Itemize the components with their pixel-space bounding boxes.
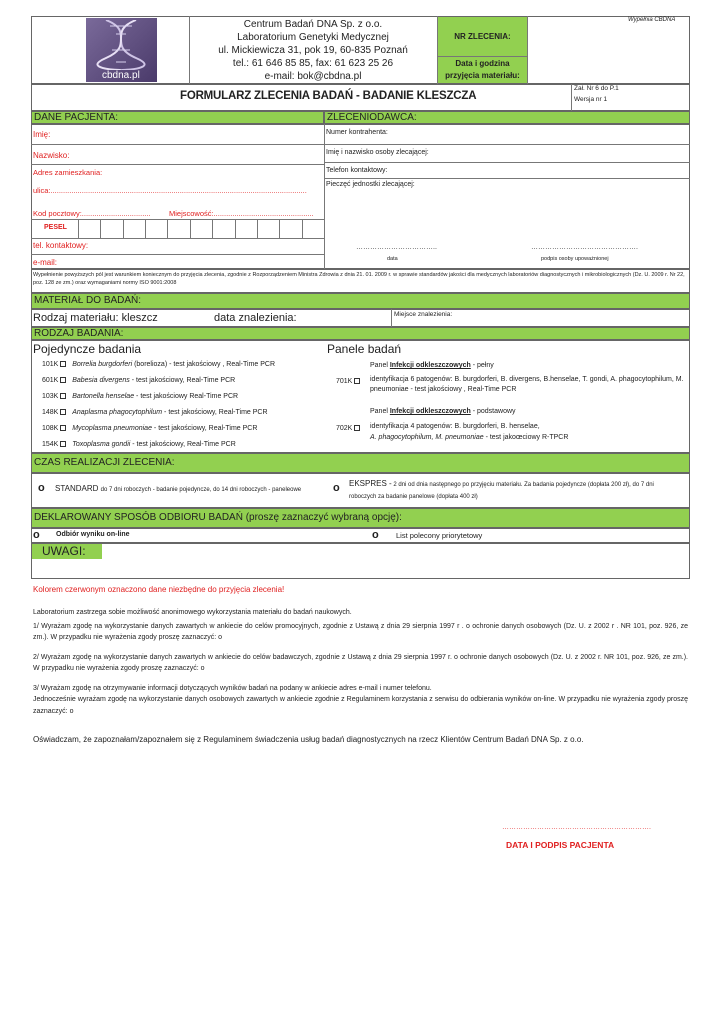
imie-field[interactable] xyxy=(60,127,322,141)
panel-tests-title: Panele badań xyxy=(327,342,402,356)
signature-label: DATA I PODPIS PACJENTA xyxy=(506,840,615,850)
imie-label: Imię: xyxy=(33,130,51,139)
data-caption: data xyxy=(387,256,398,262)
nr-zlecenia-label: NR ZLECENIA: xyxy=(438,17,527,56)
pesel-digit[interactable] xyxy=(235,219,257,238)
data-znalezienia-field[interactable] xyxy=(300,311,388,325)
uwagi-field[interactable] xyxy=(104,545,688,577)
lab-line: Laboratorium Genetyki Medycznej xyxy=(237,32,389,43)
tel-field[interactable] xyxy=(92,240,322,252)
signature-dots: ………………………………………………………. xyxy=(502,824,651,831)
pieczec-field[interactable] xyxy=(326,190,688,238)
panel-701k-code[interactable]: 701K xyxy=(336,378,360,385)
test-row[interactable]: 108K Mycoplasma pneumoniae - test jakościowy, Real-Time PCR xyxy=(42,425,258,432)
podpis-caption: podpis osoby upoważnionej xyxy=(541,256,609,262)
material-section-header: MATERIAŁ DO BADAŃ: xyxy=(31,293,690,309)
data-przyjecia-label: Data i godzina przyjęcia materiału: xyxy=(438,57,527,83)
wypelnia-label: Wypełnia CBDNA xyxy=(628,17,676,23)
orderer-section-header: ZLECENIODAWCA: xyxy=(324,111,690,124)
form-title: FORMULARZ ZLECENIA BADAŃ - BADANIE KLESZCZA xyxy=(180,90,477,102)
pesel-digit[interactable] xyxy=(279,219,301,238)
oswiadczenie: Oświadczam, że zapoznałam/zapoznałem się z Regulaminem świadczenia usług badań diagnostycznych na rzecz Klientów Centrum Badań DNA Sp. z o.o. xyxy=(33,735,584,744)
zal-label: Zał. Nr 6 do P.1 xyxy=(574,85,619,92)
uwagi-label: UWAGI: xyxy=(32,544,102,559)
test-row[interactable]: 154K Toxoplasma gondii - test jakościowy, Real-Time PCR xyxy=(42,441,236,448)
patient-section-header: DANE PACJENTA: xyxy=(31,111,324,124)
adres-label: Adres zamieszkania: xyxy=(33,168,103,177)
kod-label: Kod pocztowy:................................. xyxy=(33,209,151,218)
delivery-section-header: DEKLAROWANY SPOSÓB ODBIORU BADAŃ (proszę zaznaczyć wybraną opcję): xyxy=(31,508,690,528)
test-row[interactable]: 103K Bartonella henselae - test jakościowy Real-Time PCR xyxy=(42,393,239,400)
telefon-kontaktowy-label: Telefon kontaktowy: xyxy=(326,167,388,174)
pesel-digit[interactable] xyxy=(123,219,145,238)
checkbox[interactable] xyxy=(60,393,66,399)
rodzaj-materialu-label: Rodzaj materiału: kleszcz xyxy=(33,312,158,324)
test-row[interactable]: 101K Borrelia burgdorferi (borelioza) - test jakościowy , Real-Time PCR xyxy=(42,361,276,368)
lab-line: tel.: 61 646 85 85, fax: 61 623 25 26 xyxy=(232,58,394,69)
pesel-digit[interactable] xyxy=(100,219,122,238)
pesel-digit[interactable] xyxy=(78,219,100,238)
tel-label: tel. kontaktowy: xyxy=(33,241,89,250)
panel-702k-code[interactable]: 702K xyxy=(336,425,360,432)
panel-701k-desc: identyfikacja 6 patogenów: B. burgdorferi, B. divergens, B.henselae, T. gondi, A. phagocytophilum, M. pneumoniae - test jakościowy , Real-Time PCR xyxy=(370,376,684,393)
checkbox[interactable] xyxy=(354,425,360,431)
nazwisko-field[interactable] xyxy=(75,147,322,161)
standard-radio[interactable]: o xyxy=(38,482,45,494)
footer-paragraphs: Laboratorium zastrzega sobie możliwość anonimowego wykorzystania materiału do badań naukowych. 1/ Wyrażam zgodę na wykorzystanie danych zawartych w ankiecie do celów promocyjnych, zgodnie z Ustawą z dnia 29 sierpnia 1997 r . o ochronie danych osobowych (Dz. U. z 2002 r . NR 101, poz. 926, ze zm.). W przypadku nie wyrażenia zgody proszę zaznaczyć: o 2/ Wyrażam zgodę na wykorzystanie danych zawartych w ankiecie do celów badawczych, zgodnie z Ustawą z dnia 29 sierpnia 1997 r. o ochronie danych osobowych (Dz. U. z 2002 r. NR 101, poz. 926, ze zm.). W przypadku nie wyrażenia zgody proszę zaznaczyć: o 3/ Wyrażam zgodę na otrzymywanie informacji dotyczących wyników badań na podany w ankiecie adres e-mail i numer telefonu. Jednocześnie wyrażam zgodę na wykorzystanie danych osobowych zawartych w ankiecie zgodnie z Regulaminem korzystania z serwisu do odbierania wyników on-line. W przypadku nie wyrażenia zgody proszę zaznaczyć: o xyxy=(33,609,688,715)
checkbox[interactable] xyxy=(60,361,66,367)
podpis-dots: ………………………………………. xyxy=(531,244,638,251)
wersja-label: Wersja nr 1 xyxy=(574,96,608,103)
legal-note: Wypełnienie powyższych pól jest warunkiem koniecznym do przyjęcia zlecenia, zgodnie z Rozporządzeniem Ministra Zdrowia z dnia 21. 01. 2009 r. w sprawie standardów jakości dla medycznych laboratoriów diagnostycznych i mikrobiologicznych (Dz. U. 2009 r. Nr 22, poz. 128 ze zm.) oraz wymaganiami normy ISO 9001:2008 xyxy=(33,272,685,286)
online-option[interactable]: Odbiór wyniku on-line xyxy=(56,531,130,538)
pesel-digit[interactable] xyxy=(257,219,279,238)
lab-info xyxy=(190,18,436,83)
data-znalezienia-label: data znalezienia: xyxy=(214,312,297,324)
lab-line: ul. Mickiewicza 31, pok 19, 60-835 Poznań xyxy=(218,45,408,56)
single-tests-title: Pojedyncze badania xyxy=(33,342,142,356)
miejsce-znalezienia-label: Miejsce znalezienia: xyxy=(394,311,453,318)
required-note: Kolorem czerwonym oznaczono dane niezbędne do przyjęcia zlecenia! xyxy=(33,585,285,594)
pesel-digit[interactable] xyxy=(212,219,234,238)
numer-kontrahenta-label: Numer kontrahenta: xyxy=(326,129,388,136)
pesel-digit[interactable] xyxy=(190,219,212,238)
checkbox[interactable] xyxy=(60,377,66,383)
list-radio[interactable]: o xyxy=(372,529,379,541)
time-section-header: CZAS REALIZACJI ZLECENIA: xyxy=(31,453,690,473)
online-radio[interactable]: o xyxy=(33,529,40,541)
signature-field[interactable] xyxy=(500,800,630,830)
checkbox[interactable] xyxy=(60,441,66,447)
logo-text: cbdna.pl xyxy=(102,70,140,81)
panel-702k-desc: identyfikacja 4 patogenów: B. burgdorferi, B. henselae, A. phagocytophilum, M. pneumoniae - test jakoœciowy R-TPCR xyxy=(370,423,569,441)
data-dots: …………………………….. xyxy=(356,244,437,251)
nazwisko-label: Nazwisko: xyxy=(33,151,70,160)
panel-702k-title: Panel Infekcji odkleszczowych - podstawowy xyxy=(370,408,516,415)
pesel-boxes[interactable] xyxy=(78,219,324,238)
data-przyjecia-input[interactable] xyxy=(528,57,689,83)
checkbox[interactable] xyxy=(354,378,360,384)
numer-kontrahenta-field[interactable] xyxy=(390,126,688,140)
pesel-digit[interactable] xyxy=(145,219,167,238)
imie-nazwisko-zlecajacej-label: Imię i nazwisko osoby zlecającej: xyxy=(326,149,429,156)
ulica-label: ulica:........................................................................................................................... xyxy=(33,186,307,195)
lab-line: e-mail: bok@cbdna.pl xyxy=(264,71,362,82)
pesel-label: PESEL xyxy=(44,224,67,231)
test-row[interactable]: 148K Anaplasma phagocytophilum - test jakościowy, Real-Time PCR xyxy=(42,409,268,416)
checkbox[interactable] xyxy=(60,425,66,431)
panel-701k-title: Panel Infekcji odkleszczowych - pełny xyxy=(370,362,494,369)
list-option[interactable]: List polecony priorytetowy xyxy=(396,531,483,540)
ekspres-option[interactable]: EKSPRES - 2 dni od dnia następnego po przyjęciu materiału. Za badania pojedyncze (dopłata 200 zł), do 7 dni roboczych za badanie panelowe (dopłata 400 zł) xyxy=(349,479,654,500)
pesel-digit[interactable] xyxy=(302,219,324,238)
dna-helix-icon xyxy=(86,20,157,70)
checkbox[interactable] xyxy=(60,409,66,415)
logo xyxy=(86,18,157,82)
test-row[interactable]: 601K Babesia divergens - test jakościowy, Real-Time PCR xyxy=(42,377,236,384)
single-tests-list xyxy=(42,360,322,456)
email-field[interactable] xyxy=(60,256,322,268)
pesel-digit[interactable] xyxy=(167,219,189,238)
miejscowosc-label: Miejscowość:................................................ xyxy=(169,209,314,218)
lab-line: Centrum Badań DNA Sp. z o.o. xyxy=(243,19,383,30)
tests-section-header: RODZAJ BADANIA: xyxy=(31,327,690,340)
pieczec-label: Pieczęć jednostki zlecającej: xyxy=(326,181,415,188)
standard-option[interactable]: STANDARD do 7 dni roboczych - badanie pojedyncze, do 14 dni roboczych - paneleowe xyxy=(55,484,302,493)
ekspres-radio[interactable]: o xyxy=(333,482,340,494)
nr-zlecenia-input[interactable] xyxy=(528,24,689,56)
email-label: e-mail: xyxy=(33,258,58,267)
